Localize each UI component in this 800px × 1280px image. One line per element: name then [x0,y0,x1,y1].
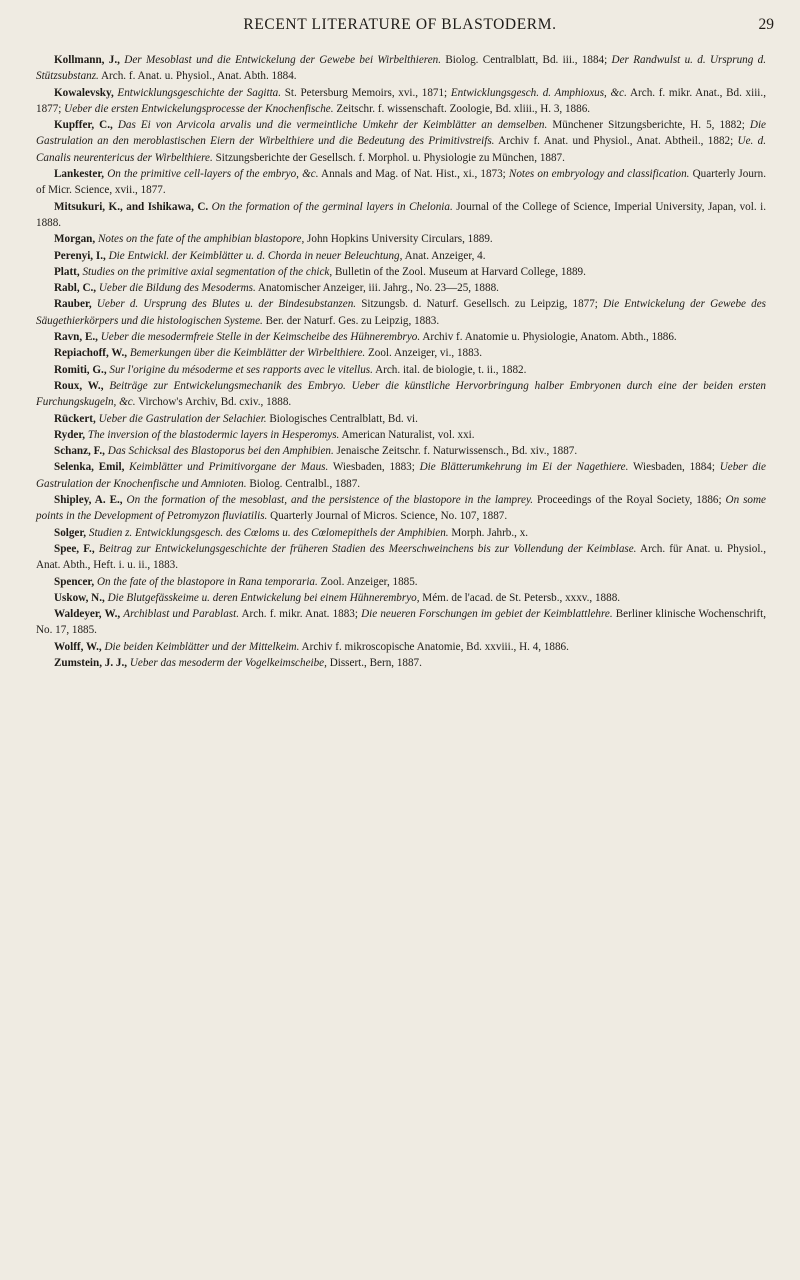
reference-title: Das Schicksal des Blastoporus bei den Amphibien. [107,445,334,458]
reference-title: Archiblast und Parablast. [123,608,239,621]
reference-author: Kupffer, C., [54,119,113,132]
reference-source: Mém. de l'acad. de St. Petersb., xxxv., 1888. [419,591,621,604]
page-header [0,14,800,38]
reference-entry [36,231,766,247]
reference-title: Ueber die mesodermfreie Stelle in der Keimscheibe des Hühnerembryo. [100,331,421,344]
reference-source: Quarterly Journ. of Micr. Science, xvii., 1877. [36,168,766,197]
reference-entry [36,525,766,541]
reference-title: Der Randwulst u. d. Ursprung d. Stützsubstanz. [36,54,766,83]
reference-source: Archiv f. mikroscopische Anatomie, Bd. xxviii., H. 4, 1886. [299,640,569,653]
reference-author: Kollmann, J., [54,54,120,66]
reference-title: Die beiden Keimblätter und der Mittelkeim. [104,640,300,653]
reference-author: Repiachoff, W., [54,347,128,360]
reference-title: Keimblätter und Primitivorgane der Maus. [129,461,329,474]
reference-author: Zumstein, J. J., [54,656,128,669]
reference-author: Mitsukuri, K., and Ishikawa, C. [54,200,209,213]
reference-source: Biolog. Centralbl., 1887. [246,477,361,490]
reference-source: Jenaische Zeitschr. f. Naturwissensch., Bd. xiv., 1887. [333,445,578,458]
reference-source: Biolog. Centralblatt, Bd. iii., 1884; [441,54,612,66]
reference-title: Bemerkungen über die Keimblätter der Wirbelthiere. [129,347,366,360]
reference-title: Entwicklungsgesch. d. Amphioxus, &c. [450,86,627,99]
reference-author: Waldeyer, W., [54,608,121,621]
reference-title: Das Ei von Arvicola arvalis und die vermeintliche Umkehr der Keimblätter an demselben. [117,119,548,132]
reference-list [36,52,766,671]
reference-title: On the fate of the blastopore in Rana temporaria. [96,575,318,588]
reference-source: Archiv f. Anat. und Physiol., Anat. Abtheil., 1882; [494,135,738,148]
reference-title: Studien z. Entwicklungsgesch. des Cœloms u. des Cœlomepithels der Amphibien. [88,526,449,539]
reference-source: Morph. Jahrb., x. [448,526,529,539]
reference-title: The inversion of the blastodermic layers in Hesperomys. [87,428,340,441]
reference-author: Platt, [54,265,80,278]
reference-source: Münchener Sitzungsberichte, H. 5, 1882; [547,119,750,132]
reference-title: Sur l'origine du mésoderme et ses rapports avec le vitellus. [109,363,373,376]
reference-entry [36,639,766,655]
reference-author: Ryder, [54,428,86,441]
reference-source: Arch. ital. de biologie, t. ii., 1882. [372,363,527,376]
reference-title: On the primitive cell-layers of the embryo, &c. [107,168,319,181]
reference-title: Die Blutgefässkeime u. deren Entwickelung bei einem Hühnerembryo, [107,591,420,604]
reference-source: Wiesbaden, 1883; [328,461,420,474]
reference-source: Journal of the College of Science, Imperial University, Japan, vol. i. 1888. [36,200,766,229]
reference-source: Berliner klinische Wochenschrift, No. 17, 1885. [36,608,766,637]
reference-entry [36,280,766,296]
reference-author: Rabl, C., [54,282,97,295]
reference-entry [36,117,766,166]
reference-source: St. Petersburg Memoirs, xvi., 1871; [281,86,451,99]
reference-source: Arch. f. Anat. u. Physiol., Anat. Abth. 1884. [98,70,297,83]
reference-entry [36,296,766,329]
reference-author: Roux, W., [54,379,104,392]
reference-author: Schanz, F., [54,445,105,458]
reference-author: Shipley, A. E., [54,494,123,507]
reference-author: Romiti, G., [54,363,107,376]
reference-entry [36,362,766,378]
reference-source: Zeitschr. f. wissenschaft. Zoologie, Bd. xliii., H. 3, 1886. [333,102,591,115]
reference-entry [36,574,766,590]
reference-author: Ravn, E., [54,331,98,344]
reference-entry [36,345,766,361]
reference-title: Ueber die ersten Entwickelungsprocesse der Knochenfische. [64,102,334,115]
reference-source: Wiesbaden, 1884; [628,461,720,474]
reference-entry [36,264,766,280]
reference-author: Perenyi, I., [54,249,106,262]
reference-entry [36,606,766,639]
reference-source: Arch. für Anat. u. Physiol., Anat. Abth., Heft. i. u. ii., 1883. [36,542,766,572]
reference-title: Die neueren Forschungen im gebiet der Keimblattlehre. [361,608,613,621]
reference-title: On the formation of the germinal layers in Chelonia. [211,200,453,213]
reference-entry [36,52,766,85]
reference-source: Archiv f. Anatomie u. Physiologie, Anatom. Abth., 1886. [420,331,677,344]
reference-title: Die Blätterumkehrung im Ei der Nagethiere. [419,461,629,474]
reference-entry [36,411,766,427]
reference-author: Selenka, Emil, [54,461,125,474]
reference-title: Ueber d. Ursprung des Blutes u. der Bindesubstanzen. [96,298,357,311]
reference-source: Quarterly Journal of Micros. Science, No. 107, 1887. [267,510,508,523]
reference-source: Zool. Anzeiger, 1885. [317,575,418,588]
reference-entry [36,248,766,264]
reference-title: Notes on embryology and classification. [508,168,690,181]
reference-entry [36,329,766,345]
reference-title: Ueber die Gastrulation der Selachier. [98,412,267,425]
reference-title: Notes on the fate of the amphibian blastopore, [97,233,305,246]
reference-entry [36,459,766,492]
reference-title: Die Gastrulation an den meroblastischen Eiern der Wirbelthiere und die Bedeutung des Primitivstreifs. [36,119,766,148]
reference-title: Ueber die Bildung des Mesoderms. [98,282,256,295]
reference-source: Arch. f. mikr. Anat., Bd. xiii., 1877; [36,86,766,115]
reference-title: Die Entwickelung der Gewebe des Säugethierkörpers und die histologischen Systeme. [36,298,766,327]
reference-title: Beiträge zur Entwickelungsmechanik des Embryo. Ueber die künstliche Hervorbringung halber Embryonen durch eine der beiden ersten Furchungskugeln, &c. [36,379,766,409]
reference-entry [36,378,766,411]
reference-source: Anatomischer Anzeiger, iii. Jahrg., No. 23—25, 1888. [255,282,499,295]
reference-author: Morgan, [54,233,96,246]
reference-source: American Naturalist, vol. xxi. [339,428,475,441]
reference-source: Proceedings of the Royal Society, 1886; [533,494,726,507]
reference-entry [36,590,766,606]
reference-source: Anat. Anzeiger, 4. [402,249,486,262]
reference-author: Wolff, W., [54,640,102,653]
reference-source: Virchow's Archiv, Bd. cxiv., 1888. [135,396,292,409]
reference-title: Ueber das mesoderm der Vogelkeimscheibe, [129,656,327,669]
reference-entry [36,199,766,232]
reference-title: Ue. d. Canalis neurentericus der Wirbelthiere. [36,135,767,164]
reference-entry [36,166,766,199]
reference-source: Dissert., Bern, 1887. [326,656,422,669]
reference-entry [36,443,766,459]
reference-author: Solger, [54,526,87,539]
reference-title: Der Mesoblast und die Entwickelung der Gewebe bei Wirbelthieren. [124,54,442,66]
reference-entry [36,427,766,443]
reference-entry [36,85,766,118]
reference-author: Rückert, [54,412,96,425]
reference-author: Lankester, [54,168,105,181]
reference-source: Arch. f. mikr. Anat. 1883; [239,608,362,621]
reference-title: Die Entwickl. der Keimblätter u. d. Chorda in neuer Beleuchtung, [108,249,403,262]
reference-title: Studies on the primitive axial segmentation of the chick, [82,265,333,278]
reference-entry [36,541,766,574]
reference-title: Ueber die Gastrulation der Knochenfische und Amnioten. [36,461,766,490]
reference-source: Biologisches Centralblatt, Bd. vi. [266,412,418,425]
reference-entry [36,492,766,525]
reference-title: Beitrag zur Entwickelungsgeschichte der früheren Stadien des Meerschweinchens bis zur Vollendung der Keimblase. [98,542,637,555]
reference-source: Sitzungsb. d. Naturf. Gesellsch. zu Leipzig, 1877; [356,298,604,311]
reference-source: Sitzungsberichte der Gesellsch. f. Morphol. u. Physiologie zu München, 1887. [212,151,565,164]
reference-source: Zool. Anzeiger, vi., 1883. [365,347,483,360]
reference-source: Annals and Mag. of Nat. Hist., xi., 1873; [318,168,509,181]
reference-author: Spencer, [54,575,95,588]
reference-author: Rauber, [54,298,92,311]
reference-author: Kowalevsky, [54,86,114,99]
reference-author: Spee, F., [54,542,95,555]
reference-entry [36,655,766,671]
page-number: 29 [758,16,774,33]
reference-source: Ber. der Naturf. Ges. zu Leipzig, 1883. [262,314,440,327]
reference-author: Uskow, N., [54,591,105,604]
reference-source: John Hopkins University Circulars, 1889. [304,233,493,246]
reference-source: Bulletin of the Zool. Museum at Harvard College, 1889. [332,265,586,278]
reference-title: On some points in the Development of Petromyzon fluviatilis. [36,494,766,523]
running-head: RECENT LITERATURE OF BLASTODERM. [243,16,557,33]
reference-title: Entwicklungsgeschichte der Sagitta. [117,86,282,99]
reference-title: On the formation of the mesoblast, and the persistence of the blastopore in the lamprey. [126,494,534,507]
